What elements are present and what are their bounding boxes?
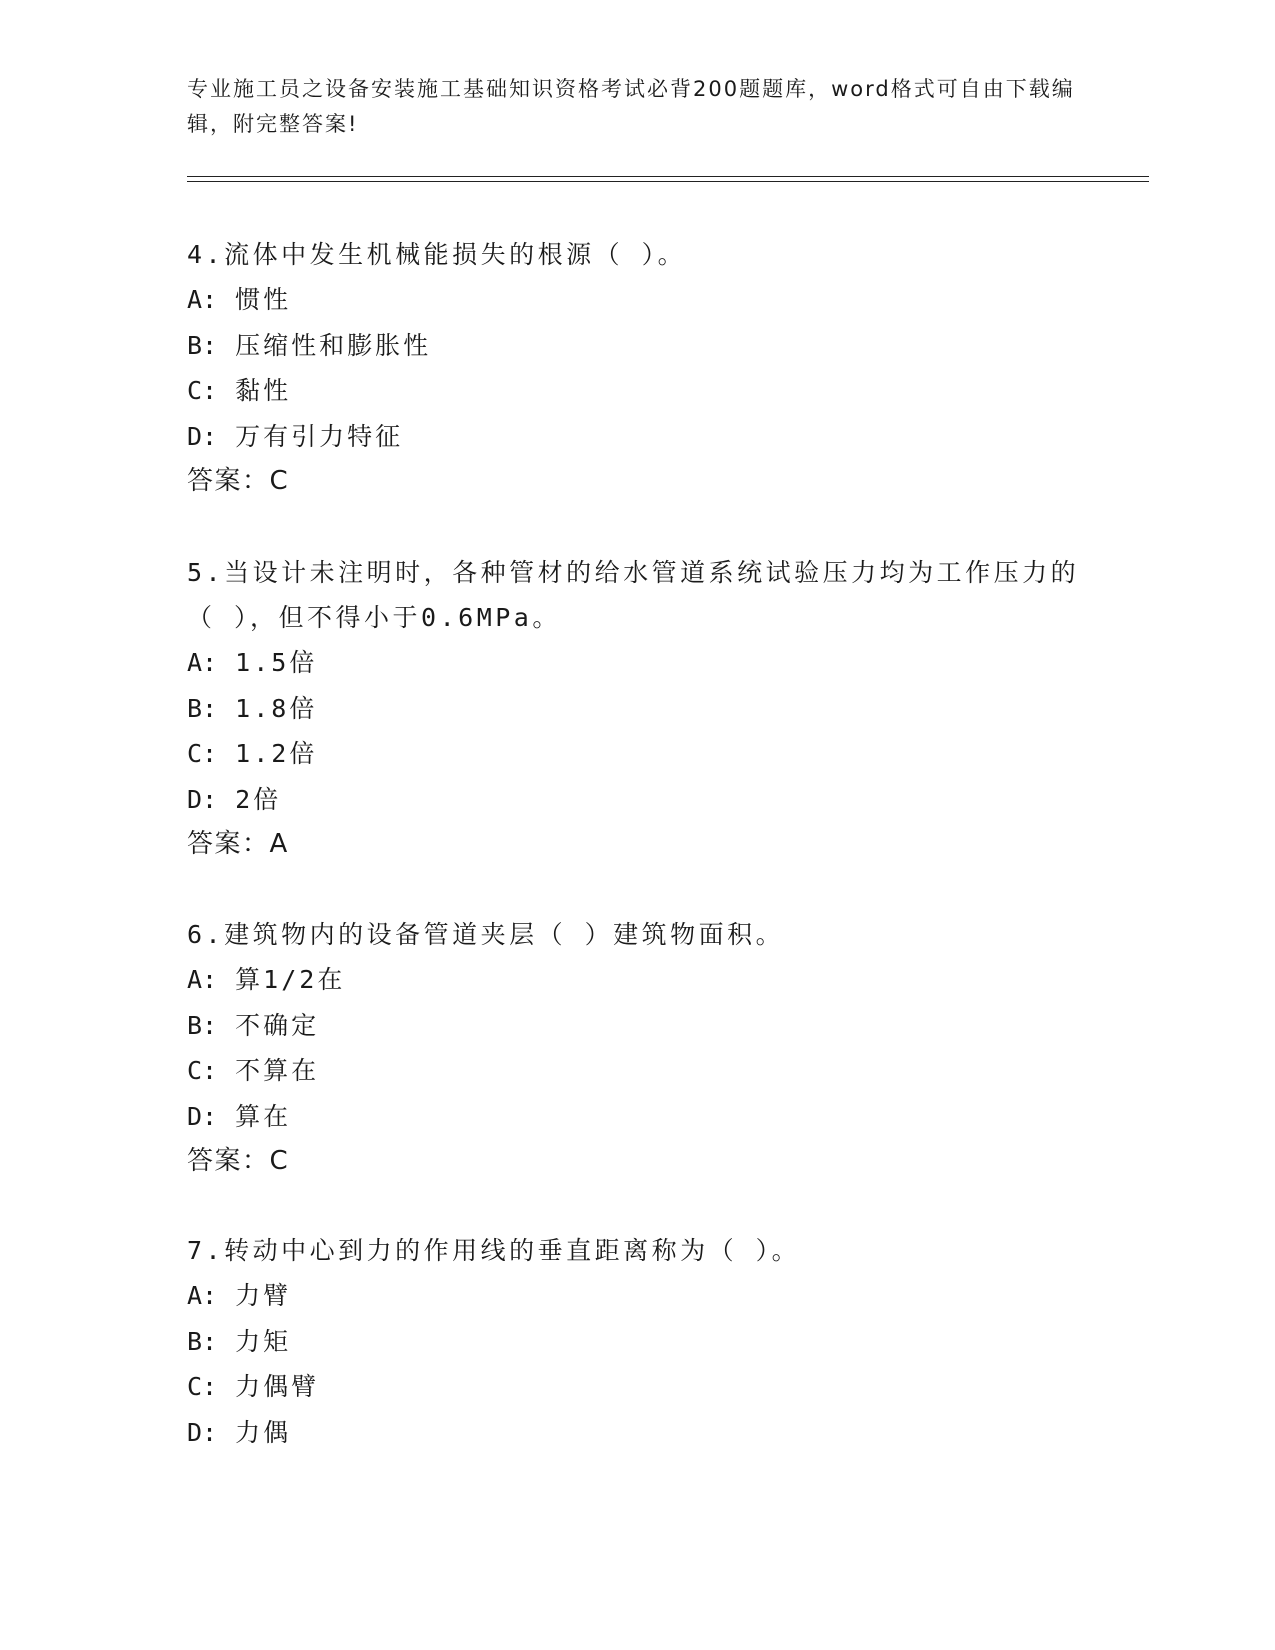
option-c: [187, 1048, 1087, 1094]
option-letter: D:: [187, 421, 218, 451]
option-letter: D:: [187, 1101, 218, 1131]
option-b: [187, 1003, 1087, 1049]
option-letter: A:: [187, 965, 218, 994]
option-text: 惯性: [235, 285, 292, 314]
option-text: 1.8倍: [235, 693, 318, 723]
question-4: [187, 232, 1087, 504]
option-b: [187, 1319, 1087, 1365]
option-text: 力偶: [235, 1417, 292, 1447]
document-header: 专业施工员之设备安装施工基础知识资格考试必背200题题库，word格式可自由下载编辑，附完整答案!: [187, 77, 1075, 136]
option-letter: B:: [187, 330, 218, 360]
question-7: [187, 1228, 1087, 1455]
option-letter: B:: [187, 693, 218, 723]
option-text: 不确定: [235, 1010, 320, 1040]
question-text: 7.转动中心到力的作用线的垂直距离称为（ ）。: [187, 1236, 801, 1265]
option-letter: D:: [187, 1417, 218, 1447]
option-b: [187, 323, 1087, 369]
question-6: [187, 912, 1087, 1184]
question-text: 4.流体中发生机械能损失的根源（ ）。: [187, 240, 687, 269]
option-letter: C:: [187, 376, 218, 405]
answer-line: 答案：A: [187, 829, 289, 859]
option-text: 2倍: [235, 784, 282, 814]
option-d: [187, 1094, 1087, 1140]
option-a: [187, 640, 1087, 686]
question-5: [187, 550, 1087, 867]
option-letter: B:: [187, 1326, 218, 1356]
option-text: 黏性: [235, 376, 292, 405]
option-d: [187, 1410, 1087, 1456]
option-letter: C:: [187, 1372, 218, 1401]
option-text: 力矩: [235, 1326, 292, 1356]
option-text: 算1/2在: [235, 965, 346, 994]
option-d: [187, 414, 1087, 460]
answer-line: 答案：C: [187, 466, 290, 496]
question-text: 5.当设计未注明时，各种管材的给水管道系统试验压力均为工作压力的（ ），但不得小于0.6MPa。: [187, 558, 1080, 632]
header-divider-top: [187, 176, 1149, 177]
option-letter: C:: [187, 1056, 218, 1085]
option-text: 1.5倍: [235, 648, 318, 677]
option-a: [187, 1273, 1087, 1319]
option-text: 力偶臂: [235, 1372, 320, 1401]
option-d: [187, 777, 1087, 823]
option-letter: A:: [187, 285, 218, 314]
option-c: [187, 1364, 1087, 1410]
option-letter: B:: [187, 1010, 218, 1040]
option-a: [187, 957, 1087, 1003]
option-text: 算在: [235, 1101, 292, 1131]
option-letter: A:: [187, 648, 218, 677]
option-text: 不算在: [235, 1056, 320, 1085]
option-letter: D:: [187, 784, 218, 814]
option-b: [187, 686, 1087, 732]
question-text: 6.建筑物内的设备管道夹层（ ）建筑物面积。: [187, 920, 785, 949]
option-text: 力臂: [235, 1281, 292, 1310]
answer-line: 答案：C: [187, 1146, 290, 1176]
option-a: [187, 277, 1087, 323]
option-c: [187, 731, 1087, 777]
header-divider-bottom: [187, 181, 1149, 182]
option-text: 压缩性和膨胀性: [235, 330, 432, 360]
option-letter: A:: [187, 1281, 218, 1310]
option-text: 1.2倍: [235, 739, 318, 768]
option-c: [187, 368, 1087, 414]
option-letter: C:: [187, 739, 218, 768]
option-text: 万有引力特征: [235, 421, 404, 451]
